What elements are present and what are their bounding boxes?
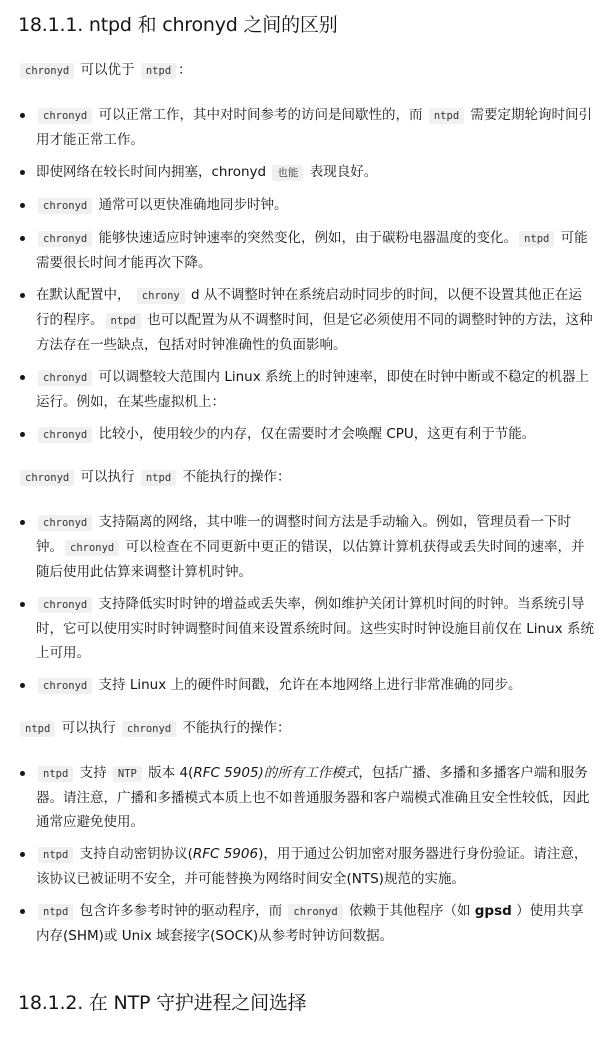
section-heading-differences: 18.1.1. ntpd 和 chronyd 之间的区别 bbox=[18, 14, 338, 36]
list-item: ntpd 支持自动密钥协议(RFC 5906)，用于通过公钥加密对服务器进行身份验证。请注意，该协议已被证明不安全，并可能替换为网络时间安全(NTS)规范的实施。 bbox=[18, 842, 594, 891]
list-item: chronyd 能够快速适应时钟速率的突然变化，例如，由于碳粉电器温度的变化。 ntpd 可能需要很长时间才能再次下降。 bbox=[18, 226, 594, 275]
inline-code: chronyd bbox=[20, 63, 74, 79]
chronyd-only-list bbox=[18, 510, 594, 698]
list-item: chronyd 通常可以更快准确地同步时钟。 bbox=[18, 193, 594, 218]
ntpd-only-list bbox=[18, 761, 594, 948]
list-item: 在默认配置中， chrony d 从不调整时钟在系统启动时同步的时间，以便不设置其他正在运行的程序。 ntpd 也可以配置为从不调整时间，但是它必须使用不同的调整时钟的方法，这种方法存在一些缺点，包括对时钟准确性的负面影响。 bbox=[18, 283, 594, 357]
advantages-list bbox=[18, 103, 594, 447]
list-item: chronyd 比较小，使用较少的内存，仅在需要时才会唤醒 CPU，这更有利于节能。 bbox=[18, 422, 594, 447]
list-item: chronyd 可以调整较大范围内 Linux 系统上的时钟速率，即使在时钟中断或不稳定的机器上运行。例如，在某些虚拟机上： bbox=[18, 365, 594, 414]
intro-ntpd-can-do: ntpd 可以执行 chronyd 不能执行的操作： bbox=[18, 716, 594, 741]
list-item: chronyd 支持 Linux 上的硬件时间戳，允许在本地网络上进行非常准确的同步。 bbox=[18, 673, 594, 698]
list-item: chronyd 支持隔离的网络，其中唯一的调整时间方法是手动输入。例如，管理员看一下时钟。 chronyd 可以检查在不同更新中更正的错误，以估算计算机获得或丢失时间的速率，并随后使用此估算来调整计算机时钟。 bbox=[18, 510, 594, 584]
list-item: 即使网络在较长时间内拥塞，chronyd 也能 表现良好。 bbox=[18, 160, 594, 185]
list-item: chronyd 可以正常工作，其中对时间参考的访问是间歇性的，而 ntpd 需要定期轮询时间引用才能正常工作。 bbox=[18, 103, 594, 152]
list-item: ntpd 支持 NTP 版本 4(RFC 5905)的所有工作模式，包括广播、多播和多播客户端和服务器。请注意，广播和多播模式本质上也不如普通服务器和客户端模式准确且安全性较低，因此通常应避免使用。 bbox=[18, 761, 594, 834]
list-item: ntpd 包含许多参考时钟的驱动程序，而 chronyd 依赖于其他程序（如 gpsd ）使用共享内存(SHM)或 Unix 域套接字(SOCK)从参考时钟访问数据。 bbox=[18, 899, 594, 948]
section-heading-choosing: 18.1.2. 在 NTP 守护进程之间选择 bbox=[18, 992, 307, 1014]
inline-code: ntpd bbox=[141, 63, 176, 79]
intro-chronyd-better: chronyd 可以优于 ntpd ： bbox=[18, 58, 594, 83]
list-item: chronyd 支持降低实时时钟的增益或丢失率，例如维护关闭计算机时间的时钟。当系统引导时，它可以使用实时时钟调整时间值来设置系统时间。这些实时时钟设施目前仅在 Linux 系统上可用。 bbox=[18, 592, 594, 665]
intro-chronyd-can-do: chronyd 可以执行 ntpd 不能执行的操作： bbox=[18, 465, 594, 490]
